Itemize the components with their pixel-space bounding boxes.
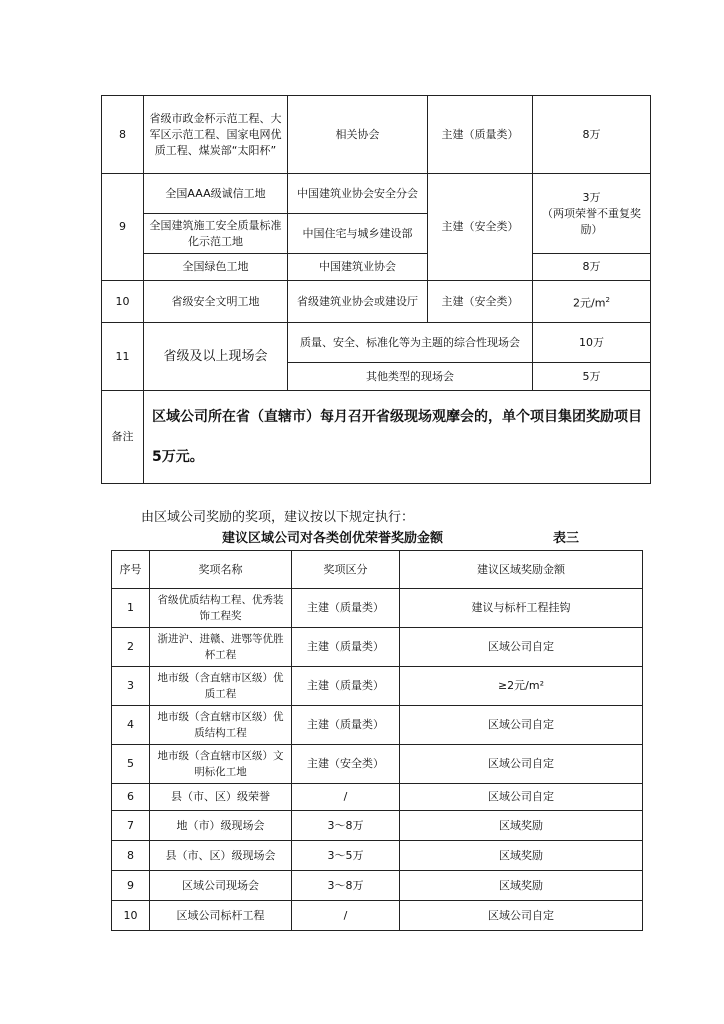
note-text: 区域公司所在省（直辖市）每月召开省级现场观摩会的，单个项目集团奖励项目5万元。: [144, 391, 651, 484]
reward-amount-unit-exponent: 2: [605, 295, 610, 304]
meeting-description: 其他类型的现场会: [288, 363, 533, 391]
table-row: [112, 667, 643, 706]
table-row: [102, 281, 651, 323]
table-row: [112, 811, 643, 841]
row-number: 6: [112, 784, 150, 811]
regional-award-table: [111, 550, 643, 931]
row-number: 10: [102, 281, 144, 323]
reward-amount-value: 2元/m: [573, 296, 606, 310]
meeting-description: 质量、安全、标准化等为主题的综合性现场会: [288, 323, 533, 363]
award-name: 县（市、区）级荣誉: [150, 784, 292, 811]
table-number: 表三: [553, 531, 580, 546]
award-name: 地市级（含直辖市区级）文明标化工地: [150, 745, 292, 784]
award-name: 全国AAA级诚信工地: [144, 174, 288, 214]
row-number: 10: [112, 901, 150, 931]
issuing-org: 相关协会: [288, 96, 428, 174]
issuing-org: 省级建筑业协会或建设厅: [288, 281, 428, 323]
table-row: [102, 96, 651, 174]
issuing-org: 中国建筑业协会安全分会: [288, 174, 428, 214]
award-type: /: [292, 901, 400, 931]
honor-award-table-continued: [101, 95, 651, 484]
row-number: 11: [102, 323, 144, 391]
award-name: 区域公司现场会: [150, 871, 292, 901]
table-row: [112, 901, 643, 931]
row-number: 9: [102, 174, 144, 281]
award-type: 主建（质量类）: [292, 706, 400, 745]
award-name: 省级安全文明工地: [144, 281, 288, 323]
row-number: 5: [112, 745, 150, 784]
award-type: 3～5万: [292, 841, 400, 871]
award-type: 主建（质量类）: [292, 628, 400, 667]
reward-amount: 区域公司自定: [400, 706, 643, 745]
award-name: 浙进沪、进赣、进鄂等优胜杯工程: [150, 628, 292, 667]
table-row: [112, 589, 643, 628]
row-number: 4: [112, 706, 150, 745]
table-header-row: [112, 551, 643, 589]
row-number: 8: [102, 96, 144, 174]
award-type: 主建（安全类）: [428, 174, 533, 281]
header-award-type: 奖项区分: [292, 551, 400, 589]
row-number: 2: [112, 628, 150, 667]
reward-amount: 区域公司自定: [400, 784, 643, 811]
row-number: 1: [112, 589, 150, 628]
table-row: [112, 871, 643, 901]
award-name: 地市级（含直辖市区级）优质结构工程: [150, 706, 292, 745]
reward-amount: 区域公司自定: [400, 901, 643, 931]
award-name: 省级优质结构工程、优秀装饰工程奖: [150, 589, 292, 628]
reward-amount: 区域公司自定: [400, 628, 643, 667]
note-label: 备注: [102, 391, 144, 484]
reward-amount: 5万: [533, 363, 651, 391]
reward-amount: 区域奖励: [400, 811, 643, 841]
row-number: 7: [112, 811, 150, 841]
reward-amount: 区域奖励: [400, 871, 643, 901]
award-name: 地市级（含直辖市区级）优质工程: [150, 667, 292, 706]
reward-amount: [533, 281, 651, 323]
award-name: 地（市）级现场会: [150, 811, 292, 841]
reward-amount: 区域公司自定: [400, 745, 643, 784]
header-reward-amount: 建议区域奖励金额: [400, 551, 643, 589]
table-row: [112, 628, 643, 667]
table-row: [112, 841, 643, 871]
award-type: 3～8万: [292, 811, 400, 841]
award-name: 省级市政金杯示范工程、大军区示范工程、国家电网优质工程、煤炭部“太阳杯”: [144, 96, 288, 174]
issuing-org: 中国住宅与城乡建设部: [288, 214, 428, 254]
reward-amount: 3万 （两项荣誉不重复奖励）: [533, 174, 651, 254]
table-row: [102, 254, 651, 281]
note-row: [102, 391, 651, 484]
reward-amount: 建议与标杆工程挂钩: [400, 589, 643, 628]
row-number: 9: [112, 871, 150, 901]
row-number: 8: [112, 841, 150, 871]
table-caption: 建议区域公司对各类创优荣誉奖励金额: [222, 531, 444, 546]
award-name: 全国建筑施工安全质量标准化示范工地: [144, 214, 288, 254]
reward-amount: 10万: [533, 323, 651, 363]
reward-amount: 8万: [533, 254, 651, 281]
award-name: 全国绿色工地: [144, 254, 288, 281]
award-type: 主建（质量类）: [292, 589, 400, 628]
issuing-org: 中国建筑业协会: [288, 254, 428, 281]
table-row: [112, 784, 643, 811]
intro-paragraph: 由区域公司奖励的奖项，建议按以下规定执行：: [141, 510, 415, 525]
award-type: 主建（质量类）: [292, 667, 400, 706]
reward-amount: 区域奖励: [400, 841, 643, 871]
table-row: [112, 706, 643, 745]
table-row: [102, 323, 651, 363]
row-number: 3: [112, 667, 150, 706]
award-type: 主建（质量类）: [428, 96, 533, 174]
table-row: [102, 174, 651, 214]
award-type: 3～8万: [292, 871, 400, 901]
award-name: 区域公司标杆工程: [150, 901, 292, 931]
award-name: 省级及以上现场会: [144, 323, 288, 391]
award-type: /: [292, 784, 400, 811]
award-type: 主建（安全类）: [428, 281, 533, 323]
reward-amount: 8万: [533, 96, 651, 174]
award-name: 县（市、区）级现场会: [150, 841, 292, 871]
award-type: 主建（安全类）: [292, 745, 400, 784]
table-row: [112, 745, 643, 784]
header-number: 序号: [112, 551, 150, 589]
header-award-name: 奖项名称: [150, 551, 292, 589]
reward-amount: ≥2元/m²: [400, 667, 643, 706]
